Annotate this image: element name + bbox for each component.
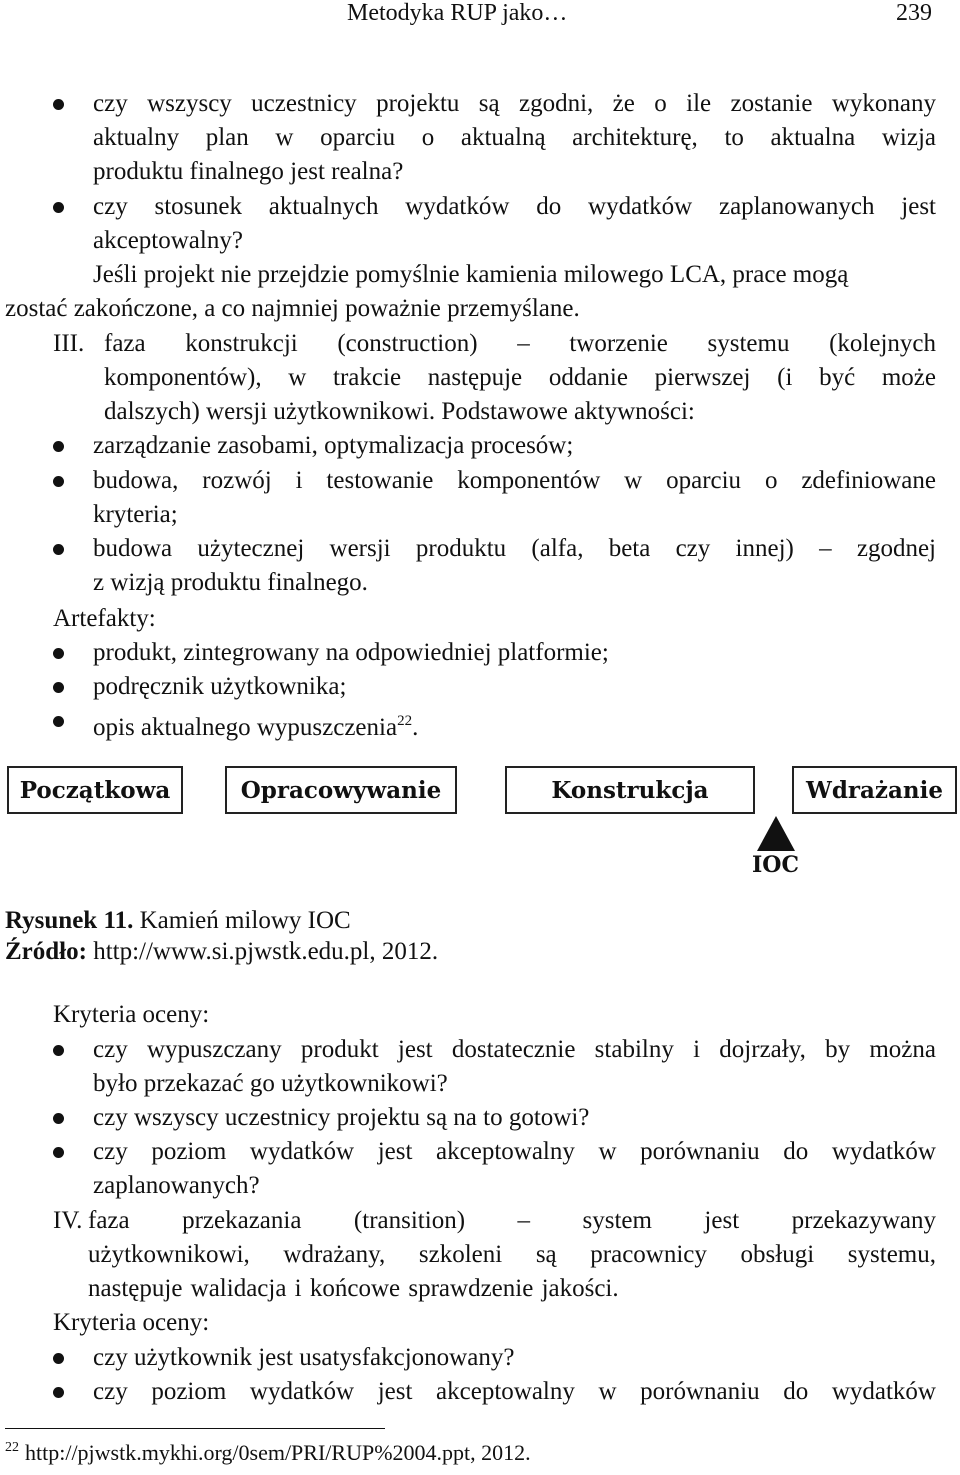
list-item-line: czy poziom wydatków jest akceptowalny w porównaniu do wydatków xyxy=(93,1378,936,1405)
caption-label: Rysunek 11. xyxy=(5,907,134,934)
period: . xyxy=(412,714,419,741)
bullet-icon xyxy=(53,1113,64,1124)
list-item-line: czy wszyscy uczestnicy projektu są na to gotowi? xyxy=(93,1104,590,1131)
phase-box-inception: Początkowa xyxy=(7,766,183,814)
phase3-line: faza konstrukcji (construction) – tworzenie systemu (kolejnych xyxy=(104,330,936,357)
bullet-icon xyxy=(53,441,64,452)
phase-numeral: IV. xyxy=(53,1207,83,1234)
bullet-icon xyxy=(53,544,64,555)
bullet-icon xyxy=(53,99,64,110)
list-item-line: zarządzanie zasobami, optymalizacja procesów; xyxy=(93,432,574,459)
figure-caption xyxy=(5,906,351,936)
list-item-line: aktualny plan w oparciu o aktualną architekturę, to aktualna wizja xyxy=(93,124,936,151)
criteria-label: Kryteria oceny: xyxy=(53,1001,210,1028)
criteria-label: Kryteria oceny: xyxy=(53,1309,210,1336)
phase3-line: dalszych) wersji użytkownikowi. Podstawowe aktywności: xyxy=(104,398,695,425)
list-item-line: czy poziom wydatków jest akceptowalny w porównaniu do wydatków xyxy=(93,1138,936,1165)
footnote-number: 22 xyxy=(5,1440,19,1455)
bullet-icon xyxy=(53,1147,64,1158)
footnote-divider xyxy=(5,1428,385,1429)
footnote xyxy=(5,1440,531,1466)
bullet-icon xyxy=(53,202,64,213)
footnote-link[interactable]: http://pjwstk.mykhi.org/0sem/PRI/RUP%2004.ppt, 2012. xyxy=(25,1440,531,1465)
bullet-icon xyxy=(53,716,64,727)
list-item-text: opis aktualnego wypuszczenia xyxy=(93,714,398,741)
list-item xyxy=(93,704,936,745)
source-label: Źródło: xyxy=(5,938,87,965)
list-item-line: produkt, zintegrowany na odpowiedniej platformie; xyxy=(93,639,609,666)
list-item-line: było przekazać go użytkownikowi? xyxy=(93,1070,448,1097)
list-item-line: czy użytkownik jest usatysfakcjonowany? xyxy=(93,1344,515,1371)
bullet-icon xyxy=(53,682,64,693)
bullet-icon xyxy=(53,476,64,487)
bullet-icon xyxy=(53,1353,64,1364)
page-number: 239 xyxy=(896,0,932,26)
bullet-icon xyxy=(53,648,64,659)
list-item-line: kryteria; xyxy=(93,501,178,528)
list-item-line: budowa użytecznej wersji produktu (alfa, beta czy innej) – zgodnej xyxy=(93,535,936,562)
phase4-line: następuje walidacja i końcowe sprawdzenie jakości. xyxy=(88,1275,619,1302)
list-item-line: czy wszyscy uczestnicy projektu są zgodni, że o ile zostanie wykonany xyxy=(93,90,936,117)
phase-box-construction: Konstrukcja xyxy=(505,766,755,814)
phase-box-elaboration: Opracowywanie xyxy=(225,766,457,814)
list-item-line: zaplanowanych? xyxy=(93,1172,260,1199)
milestone-label: IOC xyxy=(752,852,799,878)
source-text: http://www.si.pjwstk.edu.pl, 2012. xyxy=(86,938,439,965)
phase-numeral: III. xyxy=(53,330,85,357)
footnote-reference[interactable]: 22 xyxy=(397,713,413,729)
list-item-line: z wizją produktu finalnego. xyxy=(93,569,368,596)
phase3-line: komponentów), w trakcie następuje oddanie pierwszej (i być może xyxy=(104,364,936,391)
caption-text: Kamień milowy IOC xyxy=(133,907,351,934)
list-item-line: czy stosunek aktualnych wydatków do wydatków zaplanowanych jest xyxy=(93,193,936,220)
running-header-title: Metodyka RUP jako… xyxy=(347,0,568,26)
paragraph-lca-line: zostać zakończone, a co najmniej poważnie przemyślane. xyxy=(5,295,580,322)
list-item-line: podręcznik użytkownika; xyxy=(93,673,347,700)
bullet-icon xyxy=(53,1387,64,1398)
figure-source xyxy=(5,937,438,967)
milestone-triangle-icon xyxy=(757,816,795,851)
phase4-line: faza przekazania (transition) – system jest przekazywany xyxy=(88,1207,936,1234)
phase4-line: użytkownikowi, wdrażany, szkoleni są pracownicy obsługi systemu, xyxy=(88,1241,936,1268)
bullet-icon xyxy=(53,1045,64,1056)
list-item-line: akceptowalny? xyxy=(93,227,243,254)
paragraph-lca-line: Jeśli projekt nie przejdzie pomyślnie kamienia milowego LCA, prace mogą xyxy=(93,261,849,288)
list-item-line: budowa, rozwój i testowanie komponentów w oparciu o zdefiniowane xyxy=(93,467,936,494)
phase-box-transition: Wdrażanie xyxy=(792,766,957,814)
list-item-line: czy wypuszczany produkt jest dostatecznie stabilny i dojrzały, by można xyxy=(93,1036,936,1063)
list-item-line: produktu finalnego jest realna? xyxy=(93,158,404,185)
artifacts-label: Artefakty: xyxy=(53,605,156,632)
